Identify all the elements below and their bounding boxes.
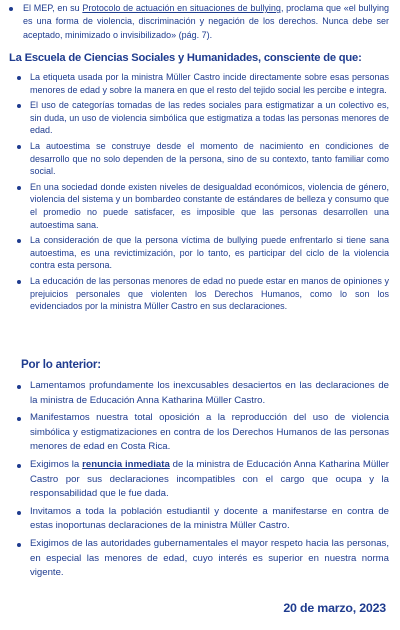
list-item: La consideración de que la persona víctima de bullying puede enfrentarlo si tiene sana autoestima, es una revictimización, por lo tanto, es participar del ciclo de la violencia contra esta persona. xyxy=(30,234,389,272)
list-item: El uso de categorías tomadas de las redes sociales para estigmatizar a un colectivo es, sin duda, un uso de violencia simbólica que estigmatiza a todas las personas menores de edad. xyxy=(30,99,389,137)
bullet-icon xyxy=(17,280,21,284)
bullet-icon xyxy=(17,464,21,468)
bullet-icon xyxy=(9,7,13,11)
protocol-link[interactable]: Protocolo de actuación en situaciones de bullying xyxy=(82,3,281,13)
bullet-icon xyxy=(17,511,21,515)
bullet-icon xyxy=(17,186,21,190)
bullet-icon xyxy=(17,104,21,108)
list-item: Exigimos la renuncia inmediata de la ministra de Educación Anna Katharina Müller Castro por sus declaraciones incompatibles con el cargo que ocupa y la responsabilidad que le fue dada. xyxy=(30,458,389,502)
section2-heading: Por lo anterior: xyxy=(21,358,101,371)
list-item: Manifestamos nuestra total oposición a la reproducción del uso de violencia simbólica y estigmatizaciones en contra de los Derechos Humanos de las personas menores de edad en Costa Rica. xyxy=(30,411,389,455)
section2-list xyxy=(30,379,389,581)
bullet-icon xyxy=(17,417,21,421)
list-item: La educación de las personas menores de edad no puede estar en manos de opiniones y prejuicios personales que violenten los Derechos Humanos, como lo son los evidenciados por la ministra Müller Castro en sus declaraciones. xyxy=(30,275,389,313)
section1-heading: La Escuela de Ciencias Sociales y Humanidades, consciente de que: xyxy=(9,52,362,64)
list-item: Lamentamos profundamente los inexcusables desaciertos en las declaraciones de la ministra de Educación Anna Katharina Müller Castro. xyxy=(30,379,389,408)
statement-date: 20 de marzo, 2023 xyxy=(283,601,386,615)
list-item: La etiqueta usada por la ministra Müller Castro incide directamente sobre esas personas menores de edad y sobre la manera en que el resto del tejido social les percibe e integra. xyxy=(30,71,389,96)
section1-list xyxy=(30,71,389,313)
bullet-icon xyxy=(17,76,21,80)
list-item: Exigimos de las autoridades gubernamentales el mayor respeto hacia las personas, en especial las menores de edad, cuyo interés es superior en nuestra norma vigente. xyxy=(30,537,389,581)
list-item: Invitamos a toda la población estudiantil y docente a manifestarse en contra de estas inoportunas declaraciones de la ministra Müller Castro. xyxy=(30,505,389,534)
resignation-demand: renuncia inmediata xyxy=(82,458,170,470)
bullet-icon xyxy=(17,543,21,547)
list-item: En una sociedad donde existen niveles de desigualdad económicos, violencia de género, violencia del sistema y un bombardeo constante de estándares de belleza y consumo que el promedio no puede satisfacer, es imposible que las personas desarrollen una autoestima sana. xyxy=(30,181,389,231)
list-item: La autoestima se construye desde el momento de nacimiento en condiciones de desarrollo que no solo dependen de la persona, sino de su contexto, tanto familiar como social. xyxy=(30,140,389,178)
intro-rest: , proclama que «el bullying es una forma de violencia, discriminación y negación de los derechos. Nunca debe ser aceptado, minimizado o invisibilizado» (pág. 7). xyxy=(23,3,389,40)
intro-prefix: El MEP, en su xyxy=(23,3,83,13)
bullet-icon xyxy=(17,385,21,389)
bullet-icon xyxy=(17,145,21,149)
bullet-icon xyxy=(17,239,21,243)
intro-paragraph xyxy=(23,2,389,42)
